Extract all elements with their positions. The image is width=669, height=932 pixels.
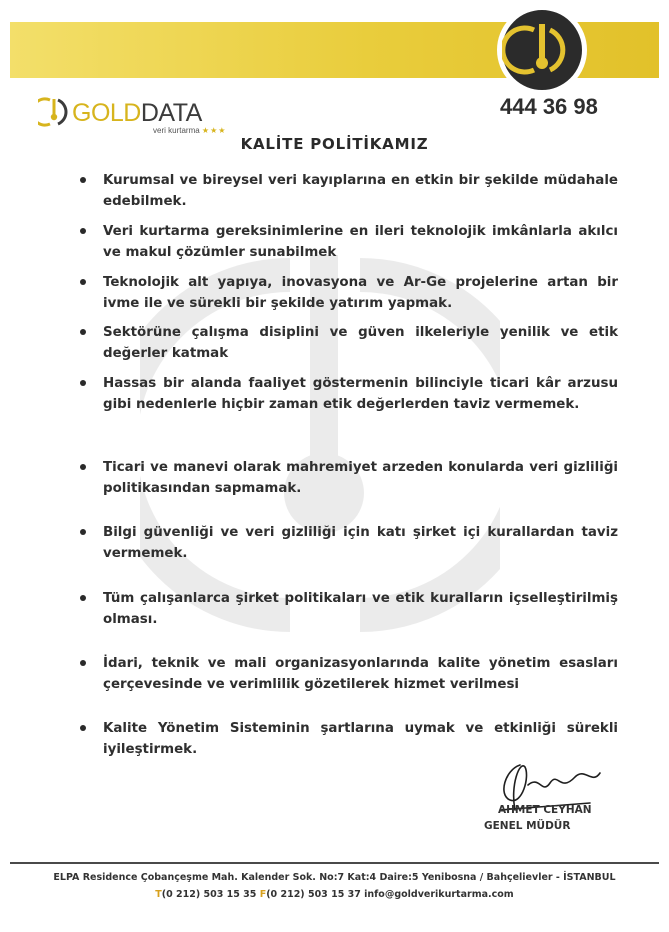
policy-text: Veri kurtarma gereksinimlerine en ileri teknolojik imkânlarla akılcı ve makul çözümler sunabilmek	[103, 224, 618, 260]
policy-text: Tüm çalışanlarca şirket politikaları ve etik kuralların içselleştirilmiş olması.	[103, 591, 618, 627]
policy-text: Kalite Yönetim Sisteminin şartlarına uymak ve etkinliği sürekli iyileştirmek.	[103, 721, 618, 757]
policy-text: Kurumsal ve bireysel veri kayıplarına en etkin bir şekilde müdahale edebilmek.	[103, 173, 618, 209]
policy-text: Hassas bir alanda faaliyet göstermenin bilinciyle ticari kâr arzusu gibi nedenlerle hiçbir zaman etik değerlerden taviz vermemek.	[103, 376, 618, 412]
policy-text: İdari, teknik ve mali organizasyonlarında kalite yönetim esasları çerçevesinde ve verimlilik gözetilerek hizmet verilmesi	[103, 656, 618, 692]
footer-phone: (0 212) 503 15 35	[161, 889, 257, 900]
fax-label: F	[259, 889, 267, 900]
logo-wordmark-gold: GOLD	[72, 99, 141, 127]
logo-tagline	[153, 126, 226, 135]
policy-item-8	[80, 588, 618, 630]
bullet-icon	[80, 464, 86, 470]
policy-item-4	[80, 322, 618, 364]
bullet-icon	[80, 380, 86, 386]
policy-item-9	[80, 653, 618, 695]
header-emblem-icon	[497, 5, 587, 95]
policy-text: Ticari ve manevi olarak mahremiyet arzeden konularda veri gizliliği politikasından sapmamak.	[103, 460, 618, 496]
bullet-icon	[80, 177, 86, 183]
footer-email[interactable]: info@goldverikurtarma.com	[364, 889, 514, 900]
company-logo	[38, 96, 228, 140]
bullet-icon	[80, 660, 86, 666]
header-phone-number: 444 36 98	[500, 94, 598, 119]
signer-title: GENEL MÜDÜR	[484, 820, 571, 832]
logo-wordmark	[72, 99, 202, 128]
logo-wordmark-dark: DATA	[140, 99, 202, 127]
bullet-icon	[80, 529, 86, 535]
policy-item-10	[80, 718, 618, 760]
footer-fax: (0 212) 503 15 37	[266, 889, 361, 900]
policy-text: Teknolojik alt yapıya, inovasyona ve Ar-Ge projelerine artan bir ivme ile ve sürekli bir şekilde yatırım yapmak.	[103, 275, 618, 311]
policy-item-5	[80, 373, 618, 415]
footer-divider	[10, 862, 659, 864]
bullet-icon	[80, 279, 86, 285]
bullet-icon	[80, 595, 86, 601]
logo-mark-icon	[38, 96, 70, 128]
policy-text: Bilgi güvenliği ve veri gizliliği için katı şirket içi kurallardan taviz vermemek.	[103, 525, 618, 561]
logo-stars-icon: ★★★	[201, 126, 227, 135]
bullet-icon	[80, 725, 86, 731]
footer-contact	[0, 889, 669, 900]
policy-item-3	[80, 272, 618, 314]
footer-address: ELPA Residence Çobançeşme Mah. Kalender Sok. No:7 Kat:4 Daire:5 Yenibosna / Bahçelievler - İSTANBUL	[53, 872, 616, 883]
signer-name: AHMET CEYHAN	[498, 804, 592, 816]
policy-item-2	[80, 221, 618, 263]
policy-item-1	[80, 170, 618, 212]
policy-text: Sektörüne çalışma disiplini ve güven ilkeleriyle yenilik ve etik değerler katmak	[103, 325, 618, 361]
policy-item-7	[80, 522, 618, 564]
phone-label: T	[155, 889, 162, 900]
policy-item-6	[80, 457, 618, 499]
bullet-icon	[80, 228, 86, 234]
page-title: KALİTE POLİTİKAMIZ	[240, 135, 429, 153]
bullet-icon	[80, 329, 86, 335]
logo-tagline-text: veri kurtarma	[153, 126, 200, 135]
